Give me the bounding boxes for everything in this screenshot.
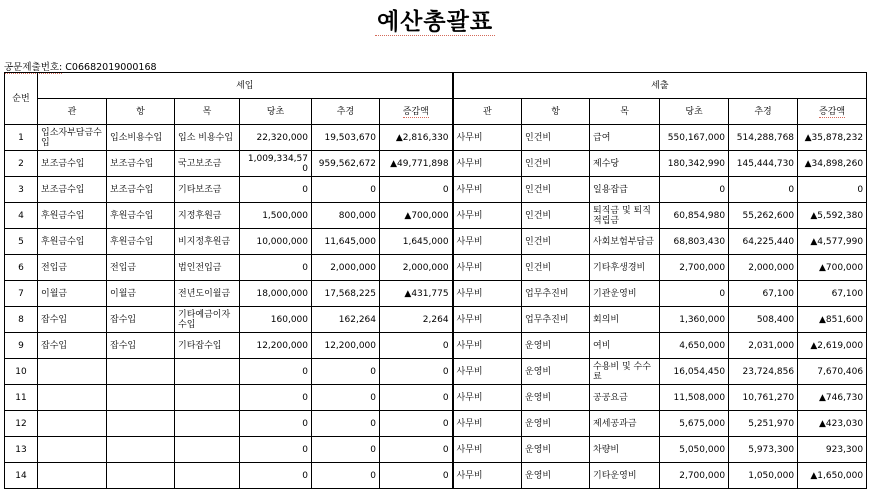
header-income-revised: 추경 — [312, 99, 380, 125]
income-revised-cell: 0 — [312, 437, 380, 463]
income-mok-cell: 기타예금이자수입 — [175, 307, 240, 333]
income-hang-cell — [107, 463, 175, 489]
document-number — [4, 59, 157, 73]
expense-original-cell: 11,508,000 — [660, 385, 729, 411]
expense-change-cell: ▲851,600 — [798, 307, 867, 333]
page-title — [0, 3, 870, 36]
income-gwan-cell — [38, 411, 107, 437]
header-income-gwan: 관 — [38, 99, 107, 125]
row-seq: 2 — [5, 151, 38, 177]
income-revised-cell: 2,000,000 — [312, 255, 380, 281]
expense-gwan-cell: 사무비 — [453, 203, 522, 229]
expense-change-cell: ▲34,898,260 — [798, 151, 867, 177]
header-expense-gwan: 관 — [453, 99, 522, 125]
income-mok-cell — [175, 359, 240, 385]
row-seq: 5 — [5, 229, 38, 255]
expense-change-cell: ▲5,592,380 — [798, 203, 867, 229]
income-mok-cell — [175, 463, 240, 489]
expense-hang-cell: 업무추진비 — [522, 307, 590, 333]
income-revised-cell: 11,645,000 — [312, 229, 380, 255]
expense-revised-cell: 2,000,000 — [729, 255, 798, 281]
row-seq: 12 — [5, 411, 38, 437]
expense-mok-cell: 제수당 — [590, 151, 660, 177]
income-original-cell: 12,200,000 — [240, 333, 312, 359]
row-seq: 6 — [5, 255, 38, 281]
income-revised-cell: 0 — [312, 463, 380, 489]
expense-change-cell: 7,670,406 — [798, 359, 867, 385]
expense-change-cell: ▲423,030 — [798, 411, 867, 437]
header-income: 세입 — [38, 73, 453, 99]
income-revised-cell: 12,200,000 — [312, 333, 380, 359]
table-row — [5, 151, 867, 177]
expense-revised-cell: 508,400 — [729, 307, 798, 333]
income-revised-cell: 800,000 — [312, 203, 380, 229]
expense-hang-cell: 업무추진비 — [522, 281, 590, 307]
expense-hang-cell: 인건비 — [522, 177, 590, 203]
income-original-cell: 1,009,334,570 — [240, 151, 312, 177]
income-hang-cell: 전입금 — [107, 255, 175, 281]
document-number-value: C06682019000168 — [65, 62, 157, 73]
income-revised-cell: 17,568,225 — [312, 281, 380, 307]
expense-revised-cell: 55,262,600 — [729, 203, 798, 229]
income-hang-cell — [107, 411, 175, 437]
expense-revised-cell: 0 — [729, 177, 798, 203]
income-mok-cell: 법인전입금 — [175, 255, 240, 281]
income-change-cell: 2,000,000 — [380, 255, 453, 281]
expense-original-cell: 180,342,990 — [660, 151, 729, 177]
expense-hang-cell: 운영비 — [522, 333, 590, 359]
expense-gwan-cell: 사무비 — [453, 281, 522, 307]
row-seq: 14 — [5, 463, 38, 489]
income-change-cell: ▲2,816,330 — [380, 125, 453, 151]
income-gwan-cell — [38, 359, 107, 385]
income-change-cell: 2,264 — [380, 307, 453, 333]
income-hang-cell: 잡수입 — [107, 307, 175, 333]
expense-original-cell: 5,675,000 — [660, 411, 729, 437]
expense-hang-cell: 운영비 — [522, 463, 590, 489]
expense-change-cell: ▲35,878,232 — [798, 125, 867, 151]
row-seq: 9 — [5, 333, 38, 359]
income-mok-cell: 기타보조금 — [175, 177, 240, 203]
expense-mok-cell: 차량비 — [590, 437, 660, 463]
expense-gwan-cell: 사무비 — [453, 463, 522, 489]
expense-mok-cell: 기타운영비 — [590, 463, 660, 489]
income-hang-cell — [107, 359, 175, 385]
expense-hang-cell: 운영비 — [522, 411, 590, 437]
income-original-cell: 0 — [240, 437, 312, 463]
expense-gwan-cell: 사무비 — [453, 229, 522, 255]
expense-change-cell: ▲4,577,990 — [798, 229, 867, 255]
table-row — [5, 359, 867, 385]
expense-gwan-cell: 사무비 — [453, 255, 522, 281]
income-hang-cell: 보조금수입 — [107, 177, 175, 203]
expense-revised-cell: 10,761,270 — [729, 385, 798, 411]
expense-change-cell: 67,100 — [798, 281, 867, 307]
expense-original-cell: 0 — [660, 281, 729, 307]
income-original-cell: 1,500,000 — [240, 203, 312, 229]
expense-gwan-cell: 사무비 — [453, 177, 522, 203]
header-income-change — [380, 99, 453, 125]
expense-hang-cell: 인건비 — [522, 151, 590, 177]
expense-hang-cell: 인건비 — [522, 125, 590, 151]
table-row — [5, 203, 867, 229]
income-revised-cell: 0 — [312, 177, 380, 203]
expense-hang-cell: 인건비 — [522, 255, 590, 281]
expense-gwan-cell: 사무비 — [453, 125, 522, 151]
document-number-label: 공문제출번호: — [4, 62, 63, 73]
expense-mok-cell: 여비 — [590, 333, 660, 359]
row-seq: 4 — [5, 203, 38, 229]
row-seq: 3 — [5, 177, 38, 203]
expense-original-cell: 5,050,000 — [660, 437, 729, 463]
header-expense-revised: 추경 — [729, 99, 798, 125]
income-gwan-cell: 후원금수입 — [38, 203, 107, 229]
income-hang-cell: 보조금수입 — [107, 151, 175, 177]
income-original-cell: 0 — [240, 385, 312, 411]
expense-mok-cell: 일용잡급 — [590, 177, 660, 203]
expense-change-cell: 923,300 — [798, 437, 867, 463]
expense-gwan-cell: 사무비 — [453, 411, 522, 437]
income-hang-cell: 후원금수입 — [107, 229, 175, 255]
income-mok-cell: 국고보조금 — [175, 151, 240, 177]
income-revised-cell: 0 — [312, 359, 380, 385]
income-original-cell: 0 — [240, 411, 312, 437]
expense-revised-cell: 514,288,768 — [729, 125, 798, 151]
income-change-cell: 0 — [380, 411, 453, 437]
expense-revised-cell: 67,100 — [729, 281, 798, 307]
table-row — [5, 411, 867, 437]
income-change-cell: 0 — [380, 437, 453, 463]
table-row — [5, 385, 867, 411]
header-income-change-text: 증감액 — [402, 106, 429, 117]
income-revised-cell: 162,264 — [312, 307, 380, 333]
income-mok-cell — [175, 437, 240, 463]
income-original-cell: 18,000,000 — [240, 281, 312, 307]
income-mok-cell: 전년도이월금 — [175, 281, 240, 307]
expense-revised-cell: 64,225,440 — [729, 229, 798, 255]
expense-gwan-cell: 사무비 — [453, 359, 522, 385]
expense-original-cell: 0 — [660, 177, 729, 203]
income-gwan-cell: 입소자부담금수입 — [38, 125, 107, 151]
income-change-cell: ▲49,771,898 — [380, 151, 453, 177]
expense-revised-cell: 2,031,000 — [729, 333, 798, 359]
income-original-cell: 22,320,000 — [240, 125, 312, 151]
table-row — [5, 255, 867, 281]
expense-gwan-cell: 사무비 — [453, 333, 522, 359]
income-revised-cell: 19,503,670 — [312, 125, 380, 151]
expense-gwan-cell: 사무비 — [453, 385, 522, 411]
income-gwan-cell — [38, 385, 107, 411]
expense-mok-cell: 회의비 — [590, 307, 660, 333]
expense-hang-cell: 인건비 — [522, 203, 590, 229]
table-row — [5, 307, 867, 333]
budget-summary-table — [4, 72, 867, 489]
income-revised-cell: 0 — [312, 411, 380, 437]
income-gwan-cell: 이월금 — [38, 281, 107, 307]
row-seq: 13 — [5, 437, 38, 463]
income-hang-cell: 후원금수입 — [107, 203, 175, 229]
income-change-cell: 0 — [380, 359, 453, 385]
income-change-cell: ▲431,775 — [380, 281, 453, 307]
income-change-cell: 0 — [380, 463, 453, 489]
income-change-cell: ▲700,000 — [380, 203, 453, 229]
income-original-cell: 0 — [240, 359, 312, 385]
expense-change-cell: ▲746,730 — [798, 385, 867, 411]
header-expense-change — [798, 99, 867, 125]
header-expense: 세출 — [453, 73, 867, 99]
expense-hang-cell: 운영비 — [522, 385, 590, 411]
income-change-cell: 0 — [380, 333, 453, 359]
header-seq: 순번 — [5, 73, 38, 125]
income-change-cell: 0 — [380, 177, 453, 203]
header-expense-hang: 항 — [522, 99, 590, 125]
income-original-cell: 0 — [240, 255, 312, 281]
expense-hang-cell: 인건비 — [522, 229, 590, 255]
income-mok-cell: 기타잡수입 — [175, 333, 240, 359]
expense-hang-cell: 운영비 — [522, 359, 590, 385]
row-seq: 10 — [5, 359, 38, 385]
income-hang-cell: 입소비용수입 — [107, 125, 175, 151]
expense-gwan-cell: 사무비 — [453, 151, 522, 177]
expense-original-cell: 4,650,000 — [660, 333, 729, 359]
expense-change-cell: ▲700,000 — [798, 255, 867, 281]
header-income-hang: 항 — [107, 99, 175, 125]
income-revised-cell: 959,562,672 — [312, 151, 380, 177]
table-row — [5, 437, 867, 463]
income-hang-cell: 이월금 — [107, 281, 175, 307]
header-row-columns — [5, 99, 867, 125]
expense-original-cell: 1,360,000 — [660, 307, 729, 333]
row-seq: 1 — [5, 125, 38, 151]
income-hang-cell — [107, 385, 175, 411]
expense-original-cell: 16,054,450 — [660, 359, 729, 385]
header-expense-mok: 목 — [590, 99, 660, 125]
income-gwan-cell: 전입금 — [38, 255, 107, 281]
income-gwan-cell — [38, 463, 107, 489]
table-row — [5, 333, 867, 359]
expense-revised-cell: 5,973,300 — [729, 437, 798, 463]
income-hang-cell: 잡수입 — [107, 333, 175, 359]
income-gwan-cell: 보조금수입 — [38, 151, 107, 177]
income-mok-cell: 지정후원금 — [175, 203, 240, 229]
header-expense-change-text: 증감액 — [819, 106, 846, 117]
expense-revised-cell: 1,050,000 — [729, 463, 798, 489]
expense-original-cell: 2,700,000 — [660, 463, 729, 489]
expense-original-cell: 550,167,000 — [660, 125, 729, 151]
expense-mok-cell: 공공요금 — [590, 385, 660, 411]
table-row — [5, 125, 867, 151]
expense-original-cell: 68,803,430 — [660, 229, 729, 255]
expense-original-cell: 60,854,980 — [660, 203, 729, 229]
income-revised-cell: 0 — [312, 385, 380, 411]
expense-gwan-cell: 사무비 — [453, 437, 522, 463]
expense-change-cell: ▲1,650,000 — [798, 463, 867, 489]
expense-change-cell: 0 — [798, 177, 867, 203]
income-change-cell: 0 — [380, 385, 453, 411]
row-seq: 7 — [5, 281, 38, 307]
expense-hang-cell: 운영비 — [522, 437, 590, 463]
expense-change-cell: ▲2,619,000 — [798, 333, 867, 359]
income-mok-cell — [175, 385, 240, 411]
table-row — [5, 281, 867, 307]
income-mok-cell — [175, 411, 240, 437]
income-hang-cell — [107, 437, 175, 463]
row-seq: 11 — [5, 385, 38, 411]
expense-mok-cell: 급여 — [590, 125, 660, 151]
header-expense-original: 당초 — [660, 99, 729, 125]
income-original-cell: 160,000 — [240, 307, 312, 333]
income-original-cell: 10,000,000 — [240, 229, 312, 255]
income-change-cell: 1,645,000 — [380, 229, 453, 255]
income-mok-cell: 입소 비용수입 — [175, 125, 240, 151]
table-row — [5, 177, 867, 203]
table-row — [5, 463, 867, 489]
expense-revised-cell: 23,724,856 — [729, 359, 798, 385]
expense-mok-cell: 퇴직금 및 퇴직적립금 — [590, 203, 660, 229]
expense-mok-cell: 제세공과금 — [590, 411, 660, 437]
header-row-groups — [5, 73, 867, 99]
income-original-cell: 0 — [240, 463, 312, 489]
expense-mok-cell: 기타후생경비 — [590, 255, 660, 281]
expense-mok-cell: 사회보험부담금 — [590, 229, 660, 255]
row-seq: 8 — [5, 307, 38, 333]
income-gwan-cell: 후원금수입 — [38, 229, 107, 255]
expense-mok-cell: 수용비 및 수수료 — [590, 359, 660, 385]
expense-revised-cell: 145,444,730 — [729, 151, 798, 177]
expense-original-cell: 2,700,000 — [660, 255, 729, 281]
income-gwan-cell: 잡수입 — [38, 333, 107, 359]
income-gwan-cell: 보조금수입 — [38, 177, 107, 203]
table-row — [5, 229, 867, 255]
income-gwan-cell: 잡수입 — [38, 307, 107, 333]
header-income-mok: 목 — [175, 99, 240, 125]
income-gwan-cell — [38, 437, 107, 463]
expense-mok-cell: 기관운영비 — [590, 281, 660, 307]
title-text: 예산총괄표 — [376, 9, 494, 35]
income-mok-cell: 비지정후원금 — [175, 229, 240, 255]
income-original-cell: 0 — [240, 177, 312, 203]
header-income-original: 당초 — [240, 99, 312, 125]
expense-gwan-cell: 사무비 — [453, 307, 522, 333]
expense-revised-cell: 5,251,970 — [729, 411, 798, 437]
